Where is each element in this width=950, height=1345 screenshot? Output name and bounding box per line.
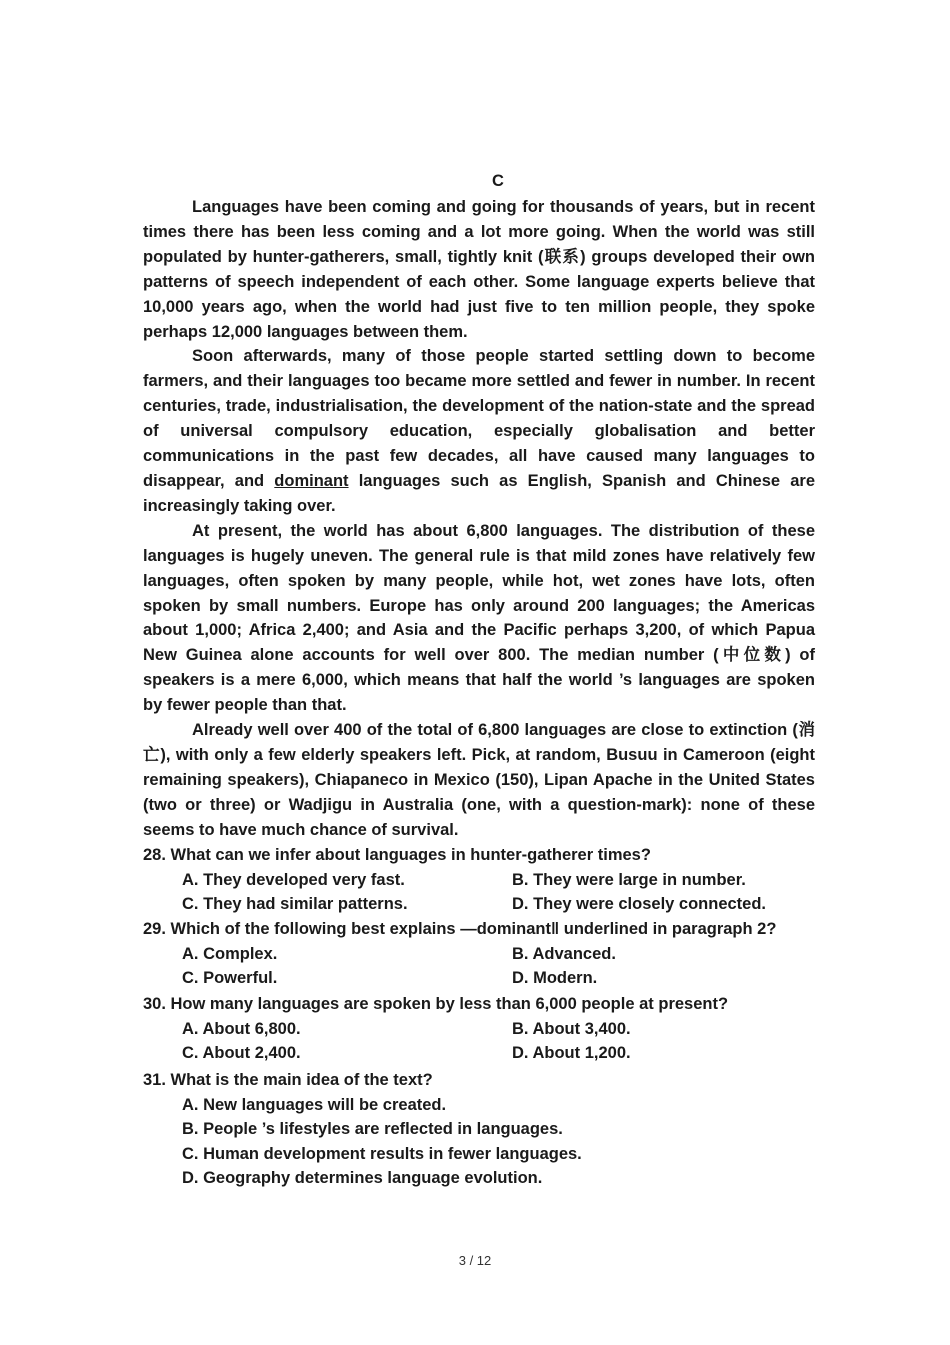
question-options bbox=[143, 1093, 883, 1191]
option-a[interactable]: A. Complex. bbox=[182, 944, 278, 963]
option-d[interactable]: D. About 1,200. bbox=[512, 1044, 631, 1062]
option-c[interactable]: C. Human development results in fewer languages. bbox=[182, 1144, 582, 1163]
question-stem: 31. What is the main idea of the text? bbox=[143, 1071, 433, 1089]
option-b[interactable]: B. People ’s lifestyles are reflected in languages. bbox=[182, 1120, 563, 1138]
option-c[interactable]: C. Powerful. bbox=[182, 969, 278, 987]
question-stem: 29. Which of the following best explains —dominant‖ underlined in paragraph 2? bbox=[143, 920, 777, 938]
question-30 bbox=[143, 992, 883, 1066]
paragraph-2-text-before: Soon afterwards, many of those people started settling down to become farmers, and their languages too became more settled and fewer in number. In recent centuries, trade, industrialisation, the development of the nation-state and the spread of universal compulsory education, especially globalisation and better communications in the past few decades, all have caused many languages to disappear, and bbox=[143, 347, 815, 490]
option-b[interactable]: B. They were large in number. bbox=[512, 870, 746, 889]
option-d[interactable]: D. Geography determines language evolution. bbox=[182, 1169, 543, 1187]
question-stem: 28. What can we infer about languages in hunter-gatherer times? bbox=[143, 846, 651, 864]
paragraph-3: At present, the world has about 6,800 languages. The distribution of these languages is hugely uneven. The general rule is that mild zones have relatively few languages, often spoken by many people, while hot, wet zones have lots, often spoken by small numbers. Europe has only around 200 languages; the Americas about 1,000; Africa 2,400; and Asia and the Pacific perhaps 3,200, of which Papua New Guinea alone accounts for well over 800. The median number (中位数) of speakers is a mere 6,000, which means that half the world ’s languages are spoken by fewer people than that. bbox=[143, 521, 815, 715]
option-b[interactable]: B. Advanced. bbox=[512, 944, 616, 963]
question-options bbox=[143, 1017, 883, 1066]
paragraph-1: Languages have been coming and going for thousands of years, but in recent times there has been less coming and a lot more going. When the world was still populated by hunter-gatherers, small, tightly knit (联系) groups developed their own patterns of speech independent of each other. Some language experts believe that 10,000 years ago, when the world had just five to ten million people, they spoke perhaps 12,000 languages between them. bbox=[143, 198, 815, 341]
question-stem: 30. How many languages are spoken by less than 6,000 people at present? bbox=[143, 995, 729, 1013]
page-number: 3 / 12 bbox=[458, 1253, 492, 1268]
passage-heading: C bbox=[492, 172, 504, 190]
option-c[interactable]: C. They had similar patterns. bbox=[182, 895, 408, 913]
question-options bbox=[143, 942, 883, 991]
paragraph-2-text-after: languages such as English, Spanish and Chinese are increasingly taking over. bbox=[143, 471, 815, 515]
passage-body bbox=[143, 195, 815, 843]
question-29 bbox=[143, 917, 883, 991]
option-d[interactable]: D. Modern. bbox=[512, 969, 598, 987]
option-b[interactable]: B. About 3,400. bbox=[512, 1019, 631, 1038]
option-d[interactable]: D. They were closely connected. bbox=[512, 895, 767, 913]
option-a[interactable]: A. They developed very fast. bbox=[182, 870, 405, 889]
paragraph-4: Already well over 400 of the total of 6,800 languages are close to extinction (消亡), with only a few elderly speakers left. Pick, at random, Busuu in Cameroon (eight remaining speakers), Chiapaneco in Mexico (150), Lipan Apache in the United States (two or three) or Wadjigu in Australia (one, with a question-mark): none of these seems to have much chance of survival. bbox=[143, 721, 815, 839]
option-a[interactable]: A. New languages will be created. bbox=[182, 1095, 447, 1114]
option-a[interactable]: A. About 6,800. bbox=[182, 1019, 301, 1038]
question-28 bbox=[143, 843, 883, 917]
question-31 bbox=[143, 1068, 883, 1191]
question-options bbox=[143, 868, 883, 917]
option-c[interactable]: C. About 2,400. bbox=[182, 1044, 301, 1062]
paragraph-2 bbox=[143, 344, 815, 518]
underlined-word: dominant bbox=[274, 471, 349, 490]
